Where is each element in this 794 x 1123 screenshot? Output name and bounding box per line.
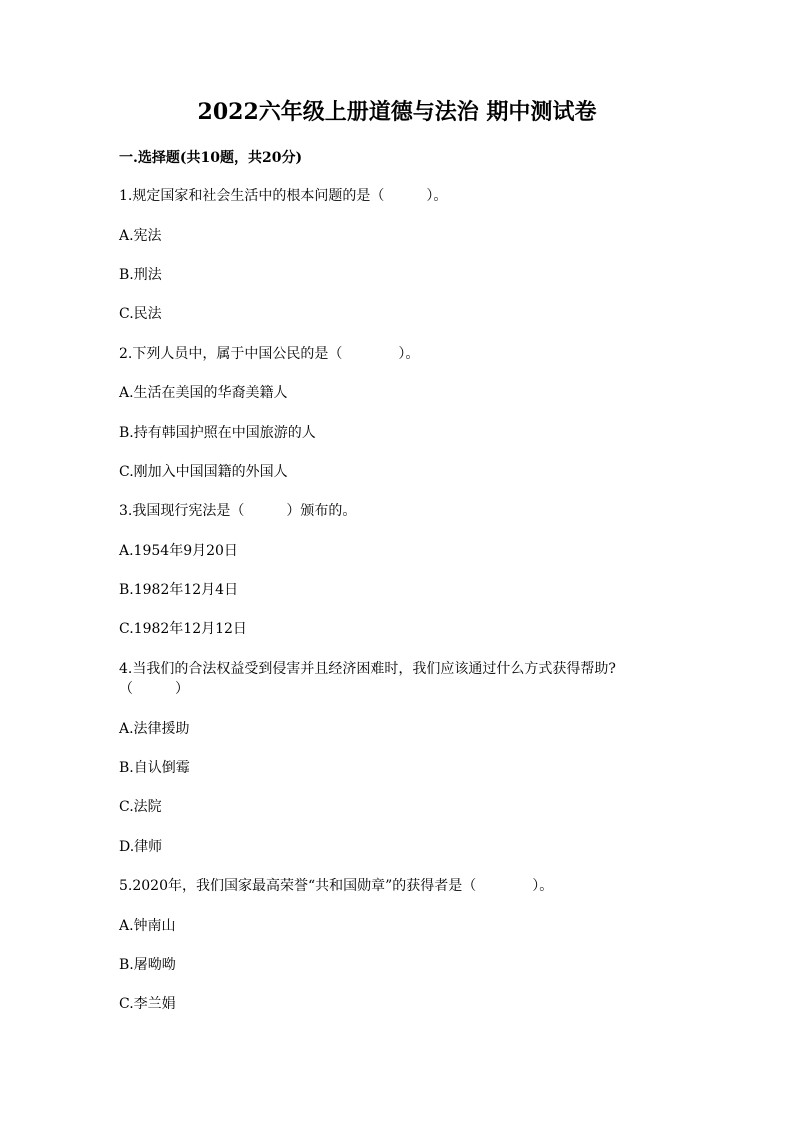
question-4-option-d[interactable]: D.律师 [119,839,163,855]
question-2-stem: 2.下列人员中，属于中国公民的是（ ）。 [119,346,420,362]
question-2-option-a[interactable]: A.生活在美国的华裔美籍人 [119,385,288,401]
question-4-option-c[interactable]: C.法院 [119,799,162,815]
question-4-option-a[interactable]: A.法律援助 [119,721,190,737]
question-1-option-c[interactable]: C.民法 [119,306,162,322]
question-2-option-c[interactable]: C.刚加入中国国籍的外国人 [119,464,288,480]
question-2-option-b[interactable]: B.持有韩国护照在中国旅游的人 [119,425,316,441]
question-3-option-a[interactable]: A.1954年9月20日 [119,543,238,559]
question-5-option-b[interactable]: B.屠呦呦 [119,957,176,973]
page-title: 2022六年级上册道德与法治 期中测试卷 [197,99,597,125]
question-5-stem: 5.2020年，我们国家最高荣誉“共和国勋章”的获得者是（ ）。 [119,878,554,894]
question-3-stem: 3.我国现行宪法是（ ）颁布的。 [119,503,357,519]
question-4-option-b[interactable]: B.自认倒霉 [119,760,190,776]
question-3-option-b[interactable]: B.1982年12月4日 [119,582,239,598]
question-1-stem: 1.规定国家和社会生活中的根本问题的是（ ）。 [119,188,448,204]
question-5-option-c[interactable]: C.李兰娟 [119,996,176,1012]
question-1-option-b[interactable]: B.刑法 [119,267,162,283]
question-4-stem: 4.当我们的合法权益受到侵害并且经济困难时，我们应该通过什么方式获得帮助?（ ） [119,661,616,697]
section-heading: 一.选择题(共10题，共20分) [119,150,303,166]
question-3-option-c[interactable]: C.1982年12月12日 [119,621,247,637]
question-1-option-a[interactable]: A.宪法 [119,228,162,244]
question-5-option-a[interactable]: A.钟南山 [119,918,176,934]
